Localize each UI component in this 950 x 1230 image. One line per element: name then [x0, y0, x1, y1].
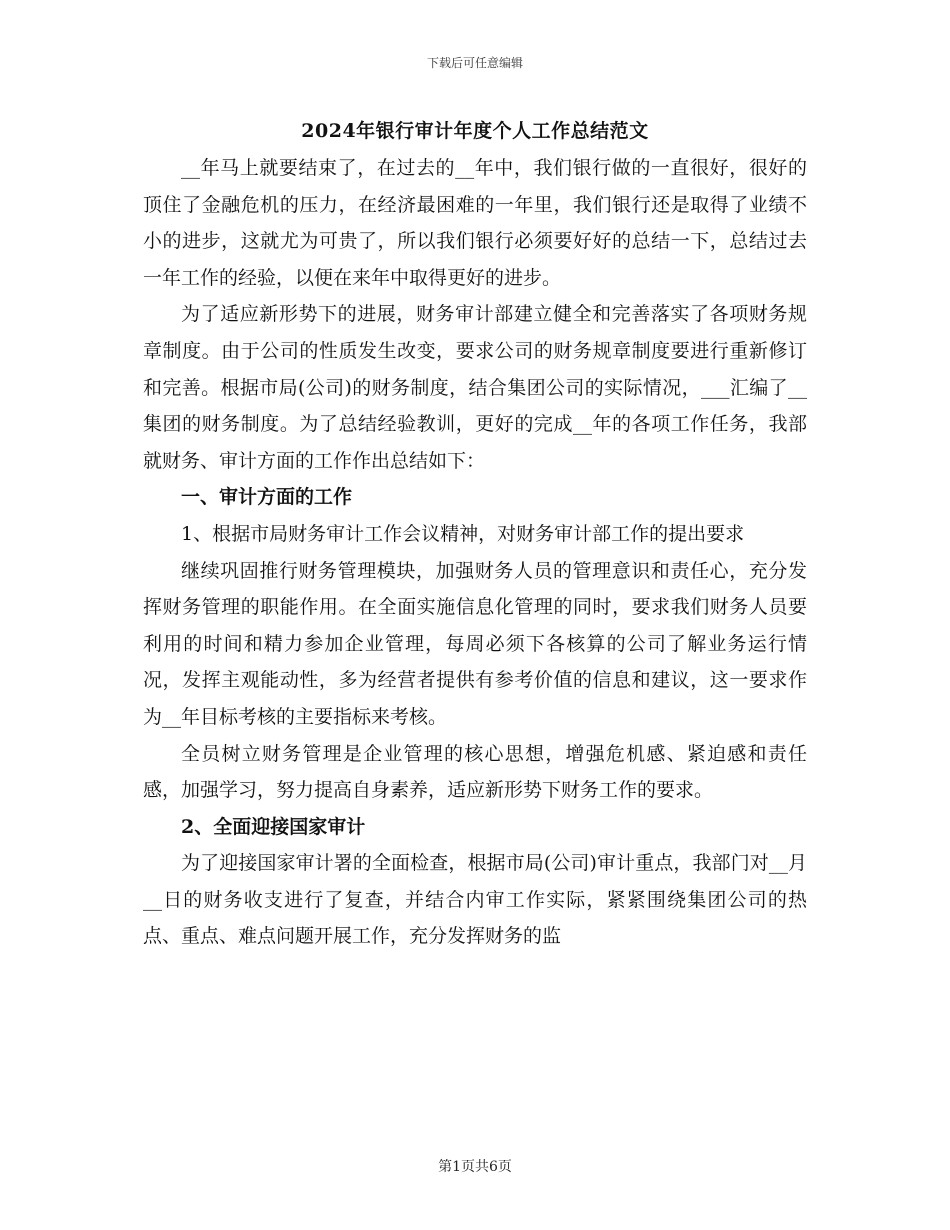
paragraph: 继续巩固推行财务管理模块，加强财务人员的管理意识和责任心，充分发挥财务管理的职能作用。在全面实施信息化管理的同时，要求我们财务人员要利用的时间和精力参加企业管理，每周必须下各核算的公司了解业务运行情况，发挥主观能动性，多为经营者提供有参考价值的信息和建议，这一要求作为__年目标考核的主要指标来考核。	[143, 559, 807, 728]
document-title: 2024年银行审计年度个人工作总结范文	[301, 120, 649, 142]
paragraph: 全员树立财务管理是企业管理的核心思想，增强危机感、紧迫感和责任感，加强学习，努力提高自身素养，适应新形势下财务工作的要求。	[143, 742, 807, 802]
section-heading: 2、全面迎接国家审计	[181, 815, 366, 838]
document-body	[143, 150, 807, 955]
paragraph: 1、根据市局财务审计工作会议精神，对财务审计部工作的提出要求	[181, 522, 745, 545]
paragraph: 为了迎接国家审计署的全面检查，根据市局(公司)审计重点，我部门对__月__日的财务收支进行了复查，并结合内审工作实际，紧紧围绕集团公司的热点、重点、难点问题开展工作，充分发挥财务的监	[143, 852, 807, 948]
paragraph: 为了适应新形势下的进展，财务审计部建立健全和完善落实了各项财务规章制度。由于公司的性质发生改变，要求公司的财务规章制度要进行重新修订和完善。根据市局(公司)的财务制度，结合集团公司的实际情况，___汇编了__集团的财务制度。为了总结经验教训，更好的完成__年的各项工作任务，我部就财务、审计方面的工作作出总结如下：	[143, 303, 807, 472]
section-heading: 一、审计方面的工作	[181, 486, 353, 509]
header-note: 下载后可任意编辑	[426, 56, 523, 70]
paragraph: __年马上就要结束了，在过去的__年中，我们银行做的一直很好，很好的顶住了金融危机的压力，在经济最困难的一年里，我们银行还是取得了业绩不小的进步，这就尤为可贵了，所以我们银行必须要好好的总结一下，总结过去一年工作的经验，以便在来年中取得更好的进步。	[143, 157, 807, 289]
page-footer: 第1页共6页	[438, 1159, 512, 1175]
